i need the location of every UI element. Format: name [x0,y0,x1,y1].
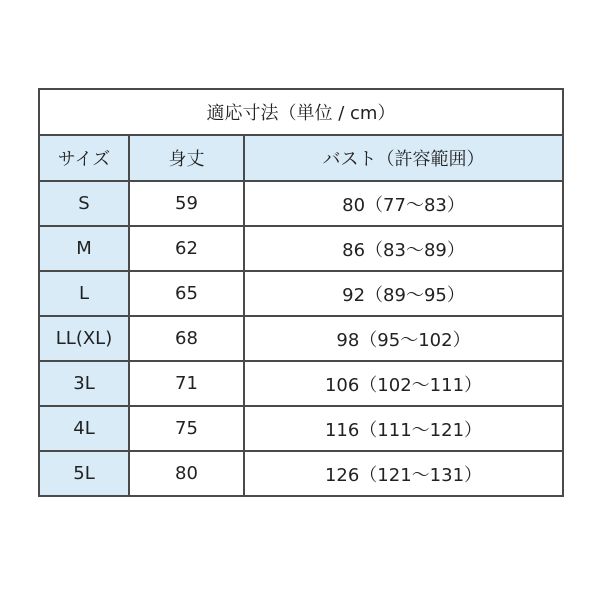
header-size: サイズ [39,135,129,181]
bust-cell: 106（102〜111） [244,361,563,406]
size-cell: 4L [39,406,129,451]
header-bust: バスト（許容範囲） [244,135,563,181]
length-cell: 71 [129,361,244,406]
length-cell: 59 [129,181,244,226]
bust-cell: 80（77〜83） [244,181,563,226]
size-cell: S [39,181,129,226]
bust-cell: 98（95〜102） [244,316,563,361]
length-cell: 75 [129,406,244,451]
table-row [39,406,563,451]
length-cell: 65 [129,271,244,316]
bust-cell: 92（89〜95） [244,271,563,316]
table-row [39,316,563,361]
size-cell: 5L [39,451,129,496]
size-cell: 3L [39,361,129,406]
header-row [39,135,563,181]
bust-cell: 116（111〜121） [244,406,563,451]
length-cell: 68 [129,316,244,361]
table-row [39,451,563,496]
size-cell: L [39,271,129,316]
table-row [39,181,563,226]
table-row [39,271,563,316]
length-cell: 80 [129,451,244,496]
title-row [39,89,563,135]
header-length: 身丈 [129,135,244,181]
bust-cell: 86（83〜89） [244,226,563,271]
length-cell: 62 [129,226,244,271]
table-title: 適応寸法（単位 / cm） [39,89,563,135]
size-cell: LL(XL) [39,316,129,361]
size-chart-table [38,88,564,497]
table-row [39,361,563,406]
table-row [39,226,563,271]
bust-cell: 126（121〜131） [244,451,563,496]
size-cell: M [39,226,129,271]
